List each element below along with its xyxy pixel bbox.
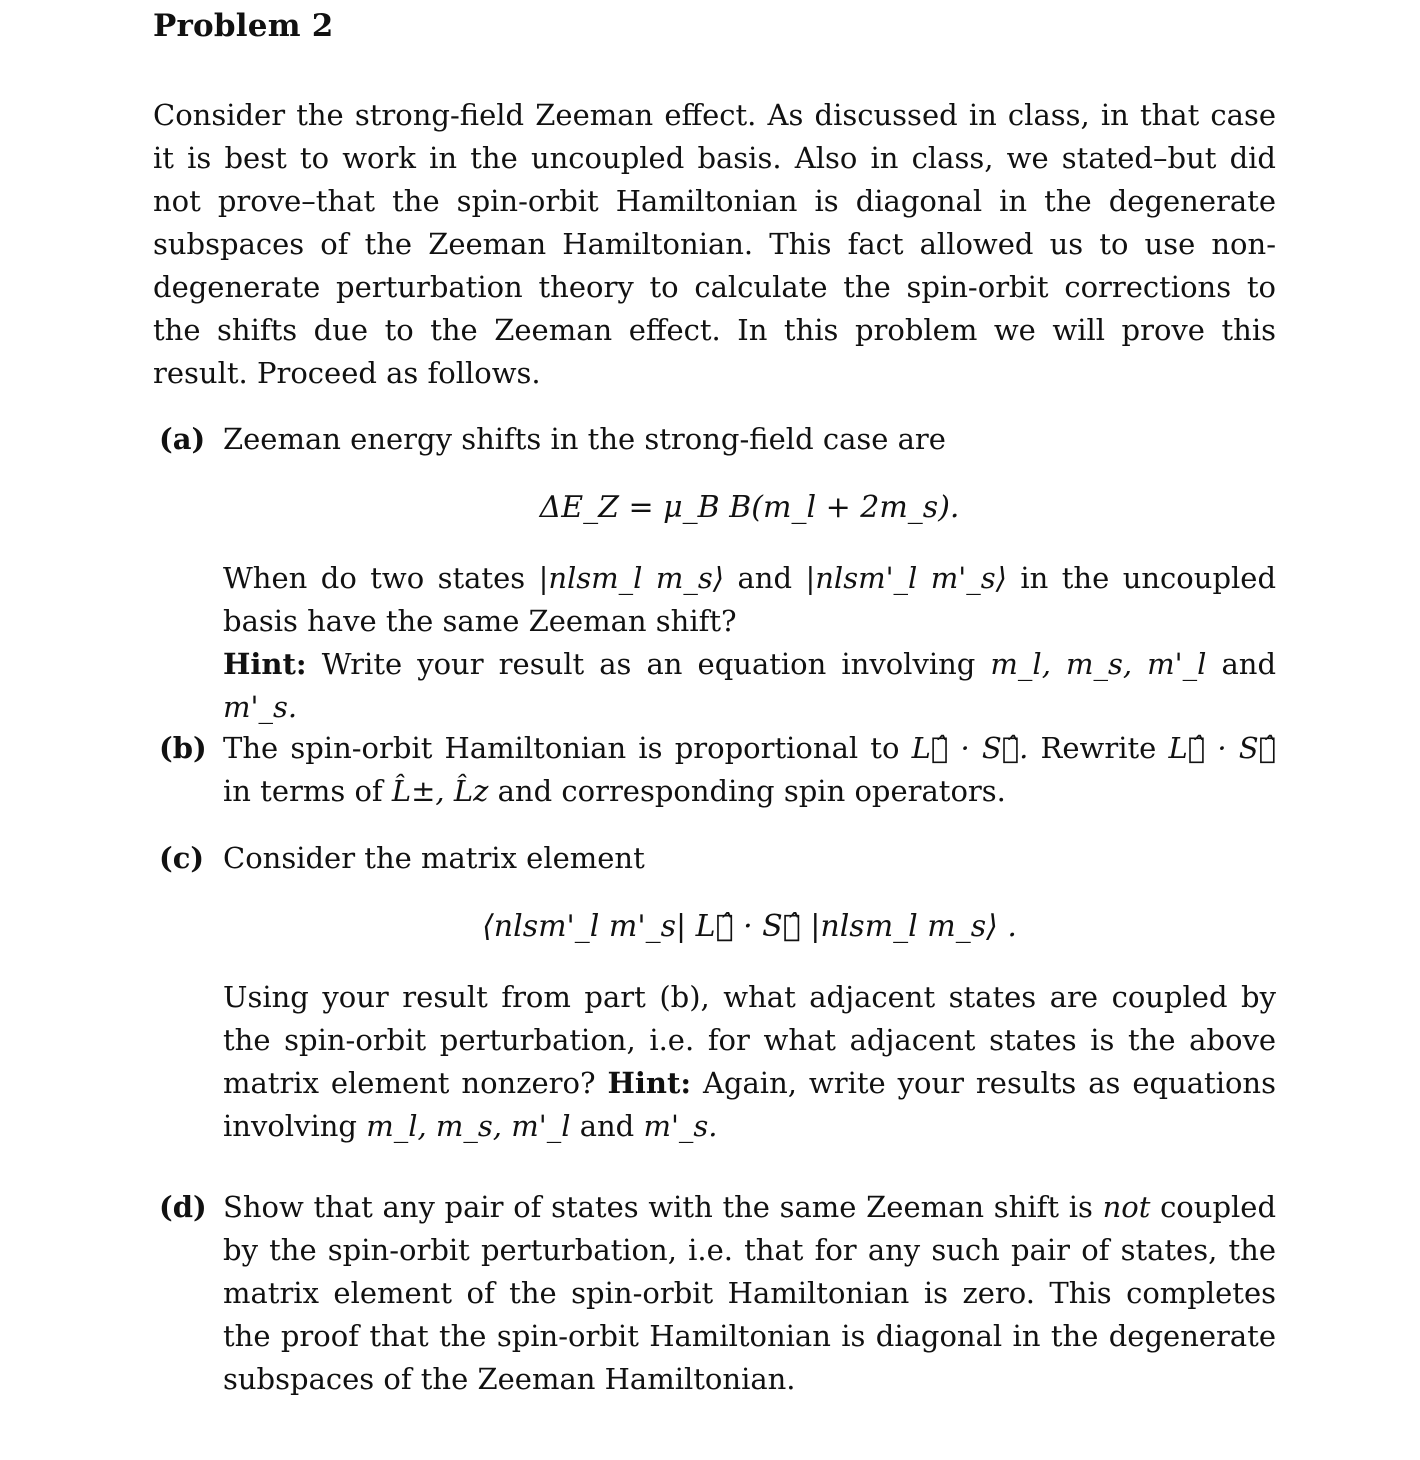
part-b-t4: and corresponding spin operators. bbox=[497, 774, 1006, 808]
part-a-hint-text: Write your result as an equation involving bbox=[321, 647, 976, 681]
part-d-emph: not bbox=[1102, 1190, 1151, 1224]
part-c-hint-label: Hint: bbox=[607, 1066, 692, 1100]
part-c bbox=[153, 837, 1276, 1148]
matrix-element-equation: ⟨nlsm'_l m'_s| L⃗̂ · S⃗̂ |nlsm_l m_s⟩ . bbox=[482, 909, 1017, 944]
part-a-q-and: and bbox=[737, 561, 793, 595]
part-b-t2: Rewrite bbox=[1040, 731, 1157, 765]
ls-dot-product-2: L⃗̂ · S⃗̂ bbox=[1168, 731, 1277, 765]
part-a bbox=[153, 418, 1276, 729]
part-a-hint-vars: m_l, m_s, m'_l bbox=[990, 647, 1207, 681]
part-a-hint-last: m'_s. bbox=[223, 690, 298, 724]
part-c-hint-text: Again, write your results as equations involving bbox=[223, 1066, 1276, 1143]
state-ket-2: |nlsm'_l m'_s⟩ bbox=[805, 561, 1007, 595]
part-a-question bbox=[223, 557, 1276, 729]
part-c-hint-vars: m_l, m_s, m'_l bbox=[366, 1109, 571, 1143]
ls-dot-product: L⃗̂ · S⃗̂. bbox=[911, 731, 1029, 765]
part-a-q-pre: When do two states bbox=[223, 561, 526, 595]
part-c-hint-last: m'_s. bbox=[643, 1109, 718, 1143]
part-d bbox=[153, 1186, 1276, 1401]
part-b-t1: The spin-orbit Hamiltonian is proportional to bbox=[223, 731, 900, 765]
part-a-hint-label: Hint: bbox=[223, 647, 307, 681]
part-d-t2: coupled by the spin-orbit perturbation, i.e. that for any such pair of states, the matrix element of the spin-orbit Hamiltonian is zero. This completes the proof that the spin-orbit Hamiltonian is diagonal in the degenerate subspaces of the Zeeman Hamiltonian. bbox=[223, 1190, 1277, 1396]
ladder-operators: L̂±, L̂z bbox=[391, 774, 489, 808]
intro-paragraph: Consider the strong-field Zeeman effect. As discussed in class, in that case it is best to work in the uncoupled basis. Also in class, we stated–but did not prove–that the spin-orbit Hamiltonian is diagonal in the degenerate subspaces of the Zeeman Hamiltonian. This fact allowed us to use non-degenerate perturbation theory to calculate the spin-orbit corrections to the shifts due to the Zeeman effect. In this problem we will prove this result. Proceed as follows. bbox=[153, 98, 1276, 390]
part-b-text bbox=[223, 727, 1276, 813]
part-d-t1: Show that any pair of states with the same Zeeman shift is bbox=[223, 1190, 1093, 1224]
problem-title: Problem 2 bbox=[153, 8, 334, 44]
part-c-q: Using your result from part (b), what adjacent states are coupled by the spin-orbit perturbation, i.e. for what adjacent states is the above matrix element nonzero? bbox=[223, 980, 1276, 1100]
zeeman-shift-equation: ΔE_Z = μ_B B(m_l + 2m_s). bbox=[539, 490, 960, 525]
part-b-t3: in terms of bbox=[223, 774, 383, 808]
part-b-label: (b) bbox=[159, 731, 207, 765]
part-c-question bbox=[223, 976, 1276, 1148]
part-a-lead: Zeeman energy shifts in the strong-field case are bbox=[223, 422, 946, 456]
part-d-text bbox=[223, 1186, 1276, 1401]
part-a-label: (a) bbox=[159, 422, 206, 456]
part-c-lead: Consider the matrix element bbox=[223, 841, 645, 875]
part-d-label: (d) bbox=[159, 1190, 207, 1224]
part-a-q-post: in the uncoupled basis have the same Zeeman shift? bbox=[223, 561, 1277, 638]
part-c-hint-and: and bbox=[579, 1109, 635, 1143]
state-ket-1: |nlsm_l m_s⟩ bbox=[538, 561, 725, 595]
part-b bbox=[153, 727, 1276, 813]
part-a-hint-and: and bbox=[1221, 647, 1277, 681]
part-c-label: (c) bbox=[159, 841, 205, 875]
